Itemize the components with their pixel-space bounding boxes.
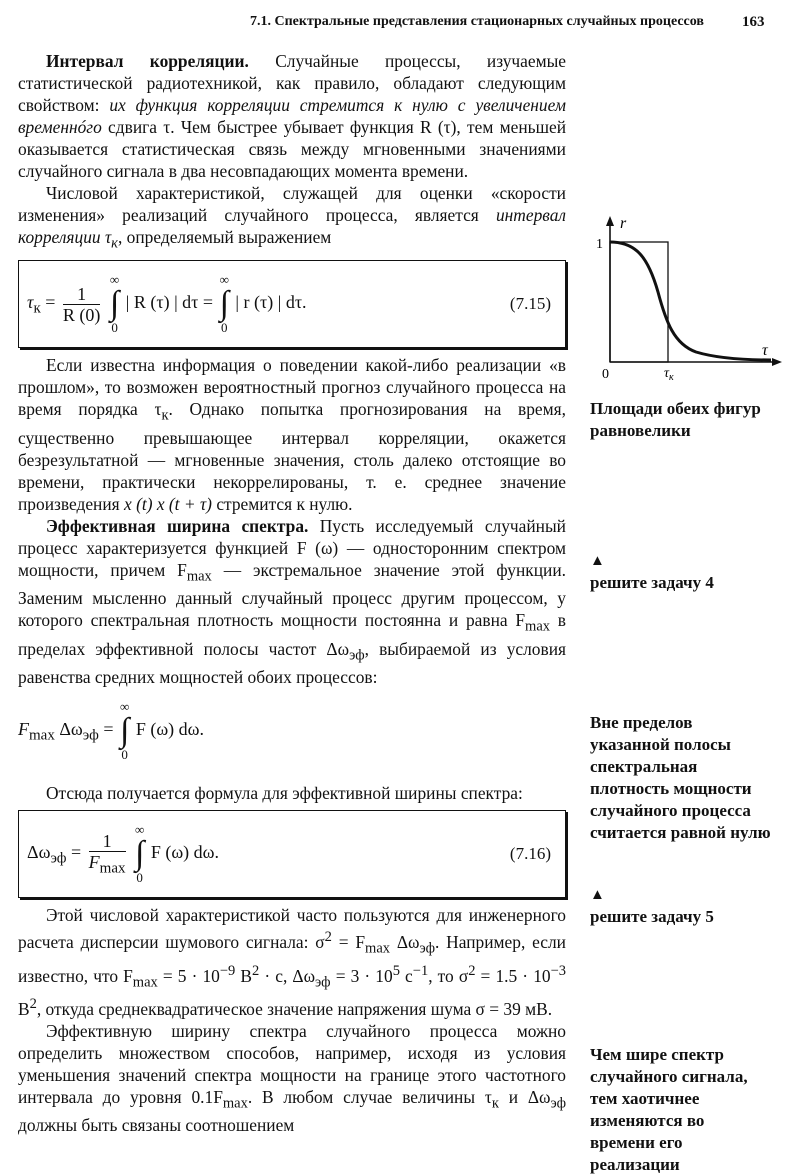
fraction: $\frac{1}{F_{max}}$: [88, 830, 126, 877]
section-heading: Интервал корреляции.: [46, 51, 249, 71]
sidenote-outside-band: Вне пределов указанной полосы спектральная плотность мощности случайного процесса считается равной нулю: [590, 713, 771, 842]
fraction: $\frac{1}{R (0)}$: [62, 283, 101, 325]
running-title: 7.1. Спектральные представления стационарных случайных процессов: [250, 14, 704, 29]
sidenote-task-4[interactable]: ▲ решите задачу 4: [590, 550, 780, 594]
paragraph-definition-intro: Числовой характеристикой, служащей для оценки «скорости изменения» реализаций случайного процесса, является интервал корреляции $\tau_к$, определяемый выражением: [18, 183, 566, 252]
y-axis-label: r: [620, 215, 627, 232]
paragraph-effective-bandwidth: Эффективная ширина спектра. Пусть исследуемый случайный процесс характеризуется функцией F (ω) — односторонним спектром мощности, причем $F_{max}$ — экстремальное значение этой функции. Заменим мысленно данный случайный процесс другим процессом, у которого спектральная плотность мощности постоянна и равна $F_{max}$ в пределах эффективной полосы частот $\Delta\omega_{эф}$, выбираемой из условия равенства средних мощностей обоих процессов:: [18, 515, 567, 688]
triangle-marker-icon: ▲: [590, 553, 605, 569]
paragraph-prediction: Если известна информация о поведении какой-либо реализации «в прошлом», то возможен вероятностный прогноз случайного процесса на время порядка $\tau_к$. Однако попытка прогнозирования на время, существенно превышающее интервал корреляции, окажется безрезультатной — мгновенные значения, столь далеко отстоящие во времени, практически некоррелированы, т. е. среднее значение произведения x (t) x (t + τ) стремится к нулю.: [18, 355, 567, 514]
paragraph-correlation-interval: Интервал корреляции. Случайные процессы, изучаемые статистической радиотехникой, как правило, обладают следующим свойством: их функция корреляции стремится к нулю с увеличением временнóго сдвига τ. Чем быстрее убывает функция R (τ), тем меньшей оказывается статистическая связь между мгновенными значениями случайного сигнала в два несовпадающих момента времени.: [18, 51, 566, 181]
equation-number: (7.16): [509, 844, 551, 864]
equation-power-equality: $F_{max}$ $\Delta\omega_{эф}$ = ∞ ∫ 0 F (ω) dω.: [18, 699, 205, 763]
integral-sign: ∞ ∫ 0: [135, 822, 145, 886]
y-tick-one: 1: [596, 237, 603, 252]
tau-k-label: $\tau_к$: [664, 366, 674, 382]
section-heading: Эффективная ширина спектра.: [46, 515, 309, 536]
paragraph-hence: Отсюда получается формула для эффективной ширины спектра:: [46, 783, 523, 804]
correlation-curve: [610, 242, 771, 360]
page-number: 163: [742, 14, 765, 30]
paragraph-bandwidth-methods: Эффективную ширину спектра случайного процесса можно определить множеством способов, например, исходя из условия уменьшения значений спектра мощности на границе этого частотного интервала до уровня $0.1F_{max}$. В любом случае величины $\tau_к$ и $\Delta\omega_{эф}$ должны быть связаны соотношением: [18, 1020, 566, 1136]
equation-7-16: $\Delta\omega_{эф}$ = $\frac{1}{F_{max}}$ ∞ ∫ 0 F (ω) dω. (7.16): [18, 810, 566, 898]
sidenote-equal-areas: Площади обеих фигур равновелики: [590, 399, 761, 440]
x-axis-label: τ: [762, 342, 768, 359]
triangle-marker-icon: ▲: [590, 887, 605, 903]
y-axis-arrow: [606, 216, 614, 226]
equation-number: (7.15): [509, 294, 551, 314]
main-column: [18, 50, 566, 1136]
correlation-figure: [586, 212, 786, 382]
sidenote-task-5[interactable]: ▲ решите задачу 5: [590, 884, 780, 928]
x-axis-arrow: [772, 358, 782, 366]
equation-7-15: $\tau_к$ = $\frac{1}{R (0)}$ ∞ ∫ 0 | R (τ) | dτ = ∞ ∫ 0 | r (τ) | dτ. (7.15): [18, 260, 566, 348]
paragraph-noise-variance: Этой числовой характеристикой часто пользуются для инженерного расчета дисперсии шумового сигнала: $\sigma^2 = F_{max}$ $\Delta\omega_{эф}$. Например, если известно, что $F_{max} = 5 \cdot 10^{-9}$ $В^2 \cdot с$, $\Delta\omega_{эф} = 3 \cdot 10^5$ $с^{-1}$, то $\sigma^2 = 1.5 \cdot 10^{-3}$ $В^2$, откуда среднеквадратическое значение напряжения шума σ = 39 мВ.: [18, 905, 567, 1019]
integral-sign: ∞ ∫ 0: [219, 272, 229, 336]
origin-label: 0: [602, 367, 609, 382]
integral-sign: ∞ ∫ 0: [120, 699, 130, 763]
integral-sign: ∞ ∫ 0: [109, 272, 120, 336]
sidenote-wider-spectrum: Чем шире спектр случайного сигнала, тем хаотичнее изменяются во времени его реализации: [590, 1045, 748, 1174]
